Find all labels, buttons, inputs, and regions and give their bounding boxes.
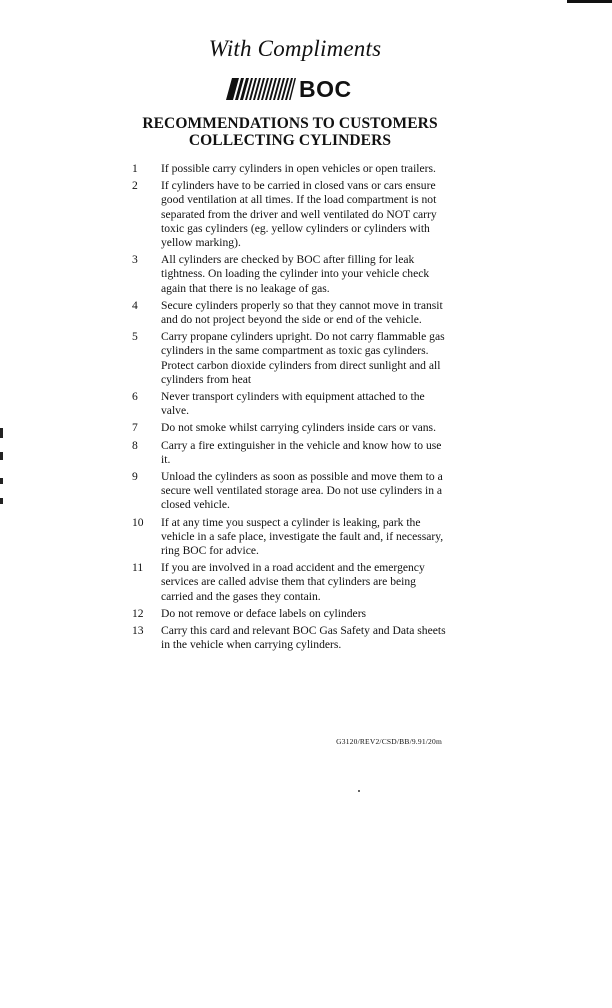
item-text: Do not remove or deface labels on cylinders [161, 606, 367, 620]
item-text: Carry this card and relevant BOC Gas Safety and Data sheets in the vehicle when carrying cylinders. [161, 624, 446, 652]
item-text: Secure cylinders properly so that they cannot move in transit and do not project beyond the side or end of the vehicle. [161, 298, 443, 327]
item-number: 2 [132, 179, 138, 193]
recommendations-list [120, 162, 450, 656]
item-text: Do not smoke whilst carrying cylinders inside cars or vans. [161, 421, 436, 435]
heading-line-1: RECOMMENDATIONS TO CUSTOMERS [142, 115, 438, 132]
item-number: 9 [132, 470, 138, 484]
list-item [120, 470, 450, 513]
list-item [120, 607, 450, 621]
boc-logo [226, 76, 352, 102]
list-item [120, 330, 450, 387]
scan-speck [358, 790, 360, 792]
item-text: If you are involved in a road accident and the emergency services are called advise them that cylinders are being carried and the gases they contain. [161, 561, 425, 603]
scan-edge-tick [0, 428, 3, 438]
list-item [120, 624, 450, 652]
list-item [120, 179, 450, 250]
list-item [120, 253, 450, 296]
boc-stripes-icon [226, 78, 296, 100]
list-item [120, 561, 450, 604]
item-number: 12 [132, 606, 144, 620]
item-text: Unload the cylinders as soon as possible and move them to a secure well ventilated storage area. Do not use cylinders in a closed vehicle. [161, 470, 443, 512]
scan-edge-tick [0, 498, 3, 504]
item-number: 11 [132, 561, 144, 575]
heading-line-2: COLLECTING CYLINDERS [188, 132, 392, 149]
item-number: 6 [132, 390, 138, 404]
document-reference: G3120/REV2/CSD/BB/9.91/20m [336, 737, 442, 746]
item-number: 5 [132, 330, 138, 344]
item-text: Never transport cylinders with equipment attached to the valve. [161, 390, 425, 418]
item-text: If at any time you suspect a cylinder is leaking, park the vehicle in a safe place, investigate the fault and, if necessary, ring BOC for advice. [161, 515, 444, 558]
list-item [120, 439, 450, 467]
scan-edge-tick [0, 452, 3, 460]
item-number: 1 [132, 162, 138, 175]
item-text: Carry a fire extinguisher in the vehicle and know how to use it. [161, 438, 442, 466]
page-heading [0, 115, 580, 149]
logo-text: BOC [299, 75, 352, 102]
list-item [120, 516, 450, 559]
item-number: 10 [132, 515, 144, 529]
item-text: If cylinders have to be carried in closed vans or cars ensure good ventilation at all times. If the load compartment is not separated from the driver and well ventilated do NOT carry toxic gas cylinders (eg. yellow cylinders or cylinders with yellow marking). [161, 179, 437, 250]
list-item [120, 162, 450, 176]
item-text: Carry propane cylinders upright. Do not carry flammable gas cylinders in the same compartment as toxic gas cylinders. Protect carbon dioxide cylinders from direct sunlight and all cylinders from heat [161, 330, 445, 386]
scan-edge-tick [0, 478, 3, 484]
list-item [120, 299, 450, 327]
item-text: If possible carry cylinders in open vehicles or open trailers. [161, 162, 436, 175]
item-number: 13 [132, 624, 144, 638]
item-number: 8 [132, 438, 138, 452]
item-number: 4 [132, 298, 138, 312]
item-number: 3 [132, 253, 138, 267]
list-item [120, 390, 450, 418]
item-text: All cylinders are checked by BOC after filling for leak tightness. On loading the cylinder into your vehicle check again that there is no leakage of gas. [161, 253, 430, 295]
item-number: 7 [132, 421, 138, 435]
list-item [120, 421, 450, 435]
scan-edge-mark [567, 0, 612, 3]
compliments-title: With Compliments [208, 36, 382, 61]
